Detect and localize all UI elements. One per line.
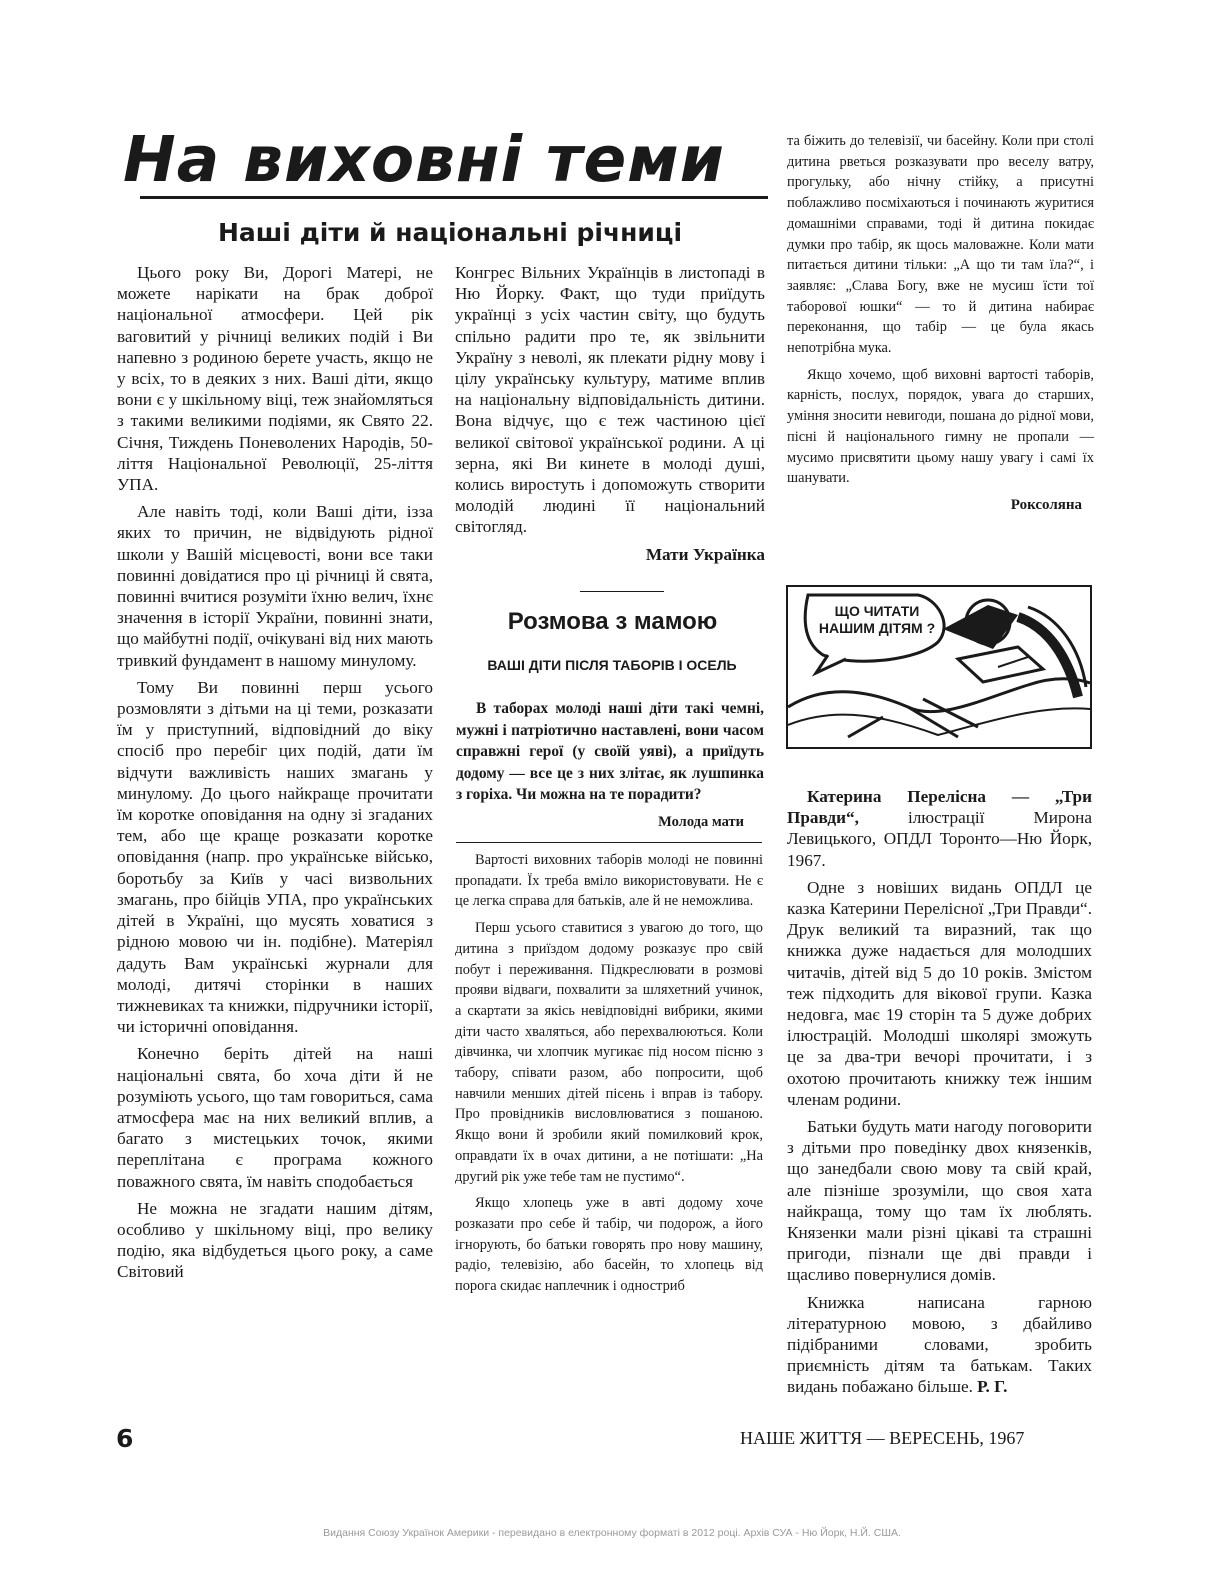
article2-question: В таборах молоді наші діти такі чемні, мужні і патріотично наставлені, вони часом справжні герої (у своїй уяві), а приїдуть додому — все це з них злітає, як лушпинка з горіха. Чи можна на те порадити? — [456, 700, 764, 803]
magazine-footer: НАШЕ ЖИТТЯ — ВЕРЕСЕНЬ, 1967 — [740, 1428, 1025, 1448]
article2-paragraph: Вартості виховних таборів молоді не повинні пропадати. Їх треба вміло використовувати. Не є це легка справа для батьків, але й не неможлива. — [455, 852, 763, 910]
article3-signature: Р. Г. — [977, 1377, 1008, 1397]
article3-column — [787, 786, 1092, 1404]
article1-paragraph: Конгрес Вільних Українців в листопаді в Ню Йорку. Факт, що туди приїдуть українці з усіх частин світу, що будуть спільно радити про те, як звільнити Україну з неволі, як плекати рідну мову і цілу українську культуру, матиме вплив на національну відповідальність дитини. Вона відчує, що є теж частиною цієї великої світової української родини. А ці зерна, які Ви кинете в молоді душі, колись виростуть і допоможуть створити молодій людині її національний світогляд. — [455, 263, 765, 537]
article1-paragraph: Конечно беріть дітей на наші національні свята, бо хоча діти й не розуміють усього, що там говориться, сама атмосфера має на них великий вплив, а багато з мистецьких точок, якими переплітана є програма кожного поважного свята, їм навіть сподобається — [117, 1044, 433, 1191]
article2-paragraph: та біжить до телевізії, чи басейну. Коли при столі дитина рветься розказувати про веселу ватру, прогульку, або нічну стійку, а присутні поблажливо посміхаються і починають журитися домашніми справами, тоді й дитина покидає думки про табір, як щось маловажне. Коли мати питається дитини тільки: „А що ти там їла?“, і заявляє: „Слава Богу, вже не мусиш їсти тої таборової юшки“ — то й дитина набирає переконання, що табір — це була якась непотрібна мука. — [787, 133, 1094, 357]
article2-question-block — [456, 698, 764, 833]
article2-subtitle: ВАШІ ДІТИ ПІСЛЯ ТАБОРІВ І ОСЕЛЬ — [487, 657, 737, 673]
article1-paragraph: Але навіть тоді, коли Ваші діти, ізза яких то причин, не відвідують рідної школи у Вашій місцевості, вони все таки повинні довідатися про ці річниці й свята, повинні вчитися розуміти їхню велич, їхнє значення в історії України, повинні знати, що майбутні події, очікувані від них мають тривкий фундамент в нашому минулому. — [117, 502, 433, 670]
book-author-title: Катерина Перелісна — „Три Правди“, — [787, 787, 1092, 828]
article3-paragraph — [787, 1292, 1092, 1398]
article1-signature: Мати Українка — [645, 544, 765, 564]
article1-column1 — [117, 262, 433, 1289]
article2-title: Розмова з мамою — [507, 608, 718, 635]
article2-column3 — [787, 131, 1094, 516]
article2-signature: Роксоляна — [1010, 496, 1082, 513]
article3-paragraph: Одне з новіших видань ОПДЛ це казка Катерини Перелісної „Три Правди“. Друк великий та виразний, так що книжка дуже надається для молодших читачів, дітей від 5 до 10 років. Змістом теж підходить для вікової групи. Казка недовга, має 19 сторін та 5 дуже добрих ілюстрацій. Молодші школярі зможуть це за два-три вечорі прочитати, і з охотою прочитають книжку теж іншим членам родини. — [787, 877, 1092, 1109]
book-details: ілюстрації Мирона Левицького, ОПДЛ Торонто—Ню Йорк, 1967. — [787, 808, 1092, 870]
book-reference — [787, 786, 1092, 871]
archive-credit: Видання Союзу Українок Америки - перевидано в електронному форматі в 2012 році. Архів СУА - Ню Йорк, Н.Й. США. — [323, 1527, 901, 1539]
article2-column2 — [455, 850, 763, 1303]
section-title: На виховні теми — [123, 123, 725, 196]
article-divider — [580, 591, 664, 592]
article2-paragraph: Якщо хочемо, щоб виховні вартості таборів, карність, послух, порядок, увага до старших, уміння зносити невигоди, пошана до рідної мови, пісні й національного гимну не пропали — мусимо присвятити цьому нашу увагу і самі їх шанувати. — [787, 366, 1094, 487]
article3-paragraph: Батьки будуть мати нагоду поговорити з дітьми про поведінку двох князенків, що занедбали свою мову та свій край, але пізніше зрозуміли, що своя хата найкраща, тому що там їх люблять. Князенки мали різні цікаві та страшні пригоди, пізнали ще дві правди і щасливо повернулися домів. — [787, 1117, 1092, 1285]
question-divider — [456, 842, 762, 843]
article3-paragraph-text: Книжка написана гарною літературною мовою, з дбайливо підібраними словами, зробить приємність дітям та батькам. Таких видань побажано більше. — [787, 1292, 1092, 1397]
illustration-caption: ЩО ЧИТАТИ НАШИМ ДІТЯМ ? — [818, 603, 936, 636]
page-number: 6 — [116, 1424, 134, 1453]
article1-paragraph: Тому Ви повинні перш усього розмовляти з дітьми на ці теми, розказати їм у приступний, відповідний до віку спосіб про перебіг цих подій, дати їм відчути важливість наших змагань у минулому. До цього найкраще прочитати їм коротке оповідання на одну зі згаданих тем, або ще краще розказати коротке оповідання (напр. про українське військо, боротьбу за Київ у часі визвольних змагань, про бійців УПА, про українських дітей в Україні, що мусять ховатися з рідною мовою чи ін. подібне). Матеріял дадуть Вам українські журнали для молоді, дитячі сторінки в наших тижневиках та книжки, підручники історії, чи історичні оповідання. — [117, 677, 433, 1037]
article1-column2 — [455, 262, 765, 565]
article2-paragraph: Перш усього ставитися з увагою до того, що дитина з приїздом додому розказує про свій побут і переживання. Підкреслювати в розмові прояви відваги, похвалити за шляхетний учинок, а скартати за якісь невідповідні вибрики, якими діти часто хваляться, або перехвалюються. Коли дівчинка, чи хлопчик мугикає під носом пісню з табору, співати разом, або попросити, щоб навчили менших дітей пісень і вправ із табору. Про провідників висловлюватися з пошаною. Якщо вони й зробили який помилковий крок, оправдати їх в очах дитини, а не потішати: „На другий рік уже тебе там не пустимо“. — [455, 920, 763, 1185]
article2-paragraph: Якщо хлопець уже в авті додому хоче розказати про себе й табір, чи подорож, а його ігнорують, бо батьки говорять про нову машину, радіо, телевізію, або басейн, то хлопець від порога скидає наплечник і одностриб — [455, 1195, 763, 1295]
section-title-underline — [140, 196, 768, 199]
book-illustration — [786, 585, 1092, 749]
article1-paragraph: Не можна не згадати нашим дітям, особливо у шкільному віці, про велику подію, яка відбудеться цього року, а саме Світовий — [117, 1198, 433, 1282]
article1-paragraph: Цього року Ви, Дорогі Матері, не можете нарікати на брак доброї національної атмосфери. Цей рік ваговитий у річниці великих подій і Ви напевно з родиною берете участь, якщо не у всіх, то в деяких з них. Ваші діти, якщо вони є у шкільному віці, теж знайомляться з такими великими подіями, як Свято 22. Січня, Тиждень Поневолених Народів, 50-ліття Національної Революції, 25-ліття УПА. — [117, 263, 433, 495]
article2-question-signature: Молода мати — [658, 813, 744, 830]
article-title: Наші діти й національні річниці — [217, 218, 683, 247]
